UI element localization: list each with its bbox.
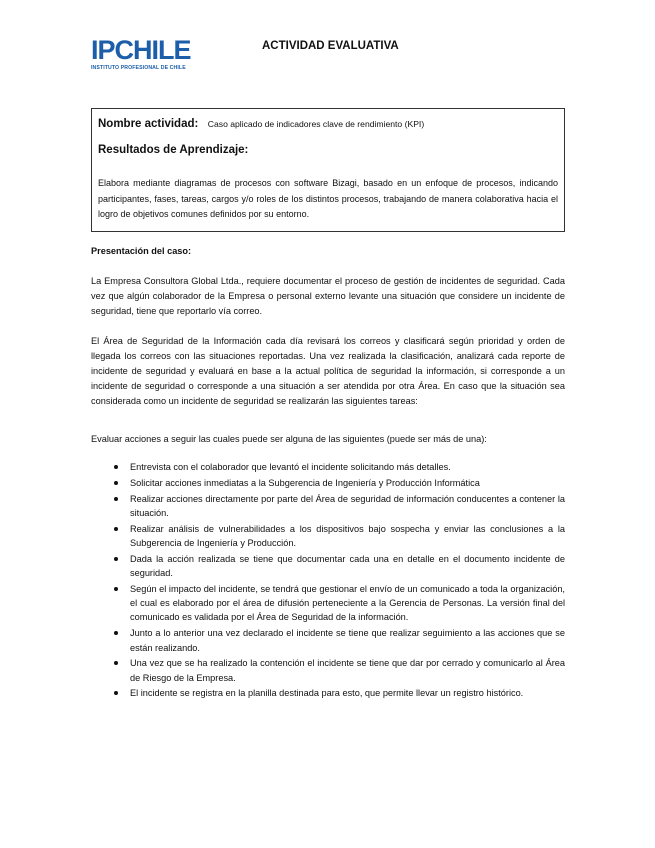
list-item-text: Entrevista con el colaborador que levantó el incidente solicitando más detalles. <box>130 462 451 472</box>
bullet-dot-icon <box>114 587 118 591</box>
bullet-dot-icon <box>114 557 118 561</box>
list-item-text: Realizar acciones directamente por parte del Área de seguridad de información conducentes a contener la situación. <box>130 493 565 518</box>
list-item-text: Realizar análisis de vulnerabilidades a los dispositivos bajo sospecha y enviar las conclusiones a la Subgerencia de Ingeniería y Producción. <box>130 523 565 548</box>
list-item <box>91 552 565 581</box>
activity-info-box <box>91 108 565 232</box>
case-paragraph-1: La Empresa Consultora Global Ltda., requiere documentar el proceso de gestión de incidentes de seguridad. Cada vez que algún colaborador de la Empresa o personal externo levante una situación que considere un incidente de seguridad, tiene que reportarlo vía correo. <box>91 276 565 316</box>
activity-name-label: Nombre actividad: <box>98 118 199 130</box>
actions-list <box>91 460 565 702</box>
list-item-text: El incidente se registra en la planilla destinada para esto, que permite llevar un registro histórico. <box>130 688 524 699</box>
list-item <box>91 686 565 700</box>
list-item-text: Junto a lo anterior una vez declarado el incidente se tiene que realizar seguimiento a las acciones que se están realizando. <box>130 628 565 653</box>
list-item <box>91 492 565 521</box>
list-item <box>91 626 565 655</box>
bullet-dot-icon <box>114 661 118 665</box>
activity-name-row <box>98 114 424 132</box>
learning-results-text: Elabora mediante diagramas de procesos con software Bizagi, basado en un enfoque de procesos, indicando participantes, fases, tareas, cargos y/o roles de los distintos procesos, trabajando de manera colaborativa hacia el logro de objetivos comunes definidos por su entorno. <box>98 178 558 219</box>
activity-name-value: Caso aplicado de indicadores clave de rendimiento (KPI) <box>207 119 425 129</box>
bullet-dot-icon <box>114 691 118 695</box>
list-item <box>91 522 565 551</box>
list-item <box>91 460 565 474</box>
bullet-dot-icon <box>114 497 118 501</box>
list-item <box>91 582 565 625</box>
bullet-dot-icon <box>114 481 118 485</box>
list-item <box>91 476 565 490</box>
logo-wordmark: IPCHILE <box>91 35 191 65</box>
case-paragraph-2: El Área de Seguridad de la Información cada día revisará los correos y clasificará según prioridad y orden de llegada los correos con las situaciones reportadas. Una vez realizada la clasificación, analizará cada reporte de incidente de seguridad y evaluará en base a la actual política de seguridad la información, si corresponde a un incidente de seguridad o corresponde a una situación a ser atendida por otra Área. En caso que la situación sea considerada como un incidente de seguridad se realizarán las siguientes tareas: <box>91 336 565 406</box>
list-item-text: Dada la acción realizada se tiene que documentar cada una en detalle en el documento incidente de seguridad. <box>130 553 565 579</box>
ipchile-logo <box>91 37 196 75</box>
bullet-dot-icon <box>114 631 118 635</box>
logo-tagline: INSTITUTO PROFESIONAL DE CHILE <box>91 65 186 71</box>
list-item-text: Solicitar acciones inmediatas a la Subgerencia de Ingeniería y Producción Informática <box>130 477 480 488</box>
list-item <box>91 656 565 685</box>
learning-results-label: Resultados de Aprendizaje: <box>98 144 249 156</box>
case-paragraph-3: Evaluar acciones a seguir las cuales puede ser alguna de las siguientes (puede ser más de una): <box>91 434 487 444</box>
case-heading: Presentación del caso: <box>91 246 192 256</box>
list-item-text: Según el impacto del incidente, se tendrá que gestionar el envío de un comunicado a toda la organización, el cual es elaborado por el área de difusión perteneciente a la Gerencia de Personas. La versión final del comunicado es validada por el Área de Seguridad de la información. <box>130 583 565 623</box>
document-title: ACTIVIDAD EVALUATIVA <box>262 40 399 52</box>
list-item-text: Una vez que se ha realizado la contención el incidente se tiene que dar por cerrado y comunicarlo al Área de Riesgo de la Empresa. <box>130 658 565 683</box>
bullet-dot-icon <box>114 527 118 531</box>
bullet-dot-icon <box>114 465 118 469</box>
